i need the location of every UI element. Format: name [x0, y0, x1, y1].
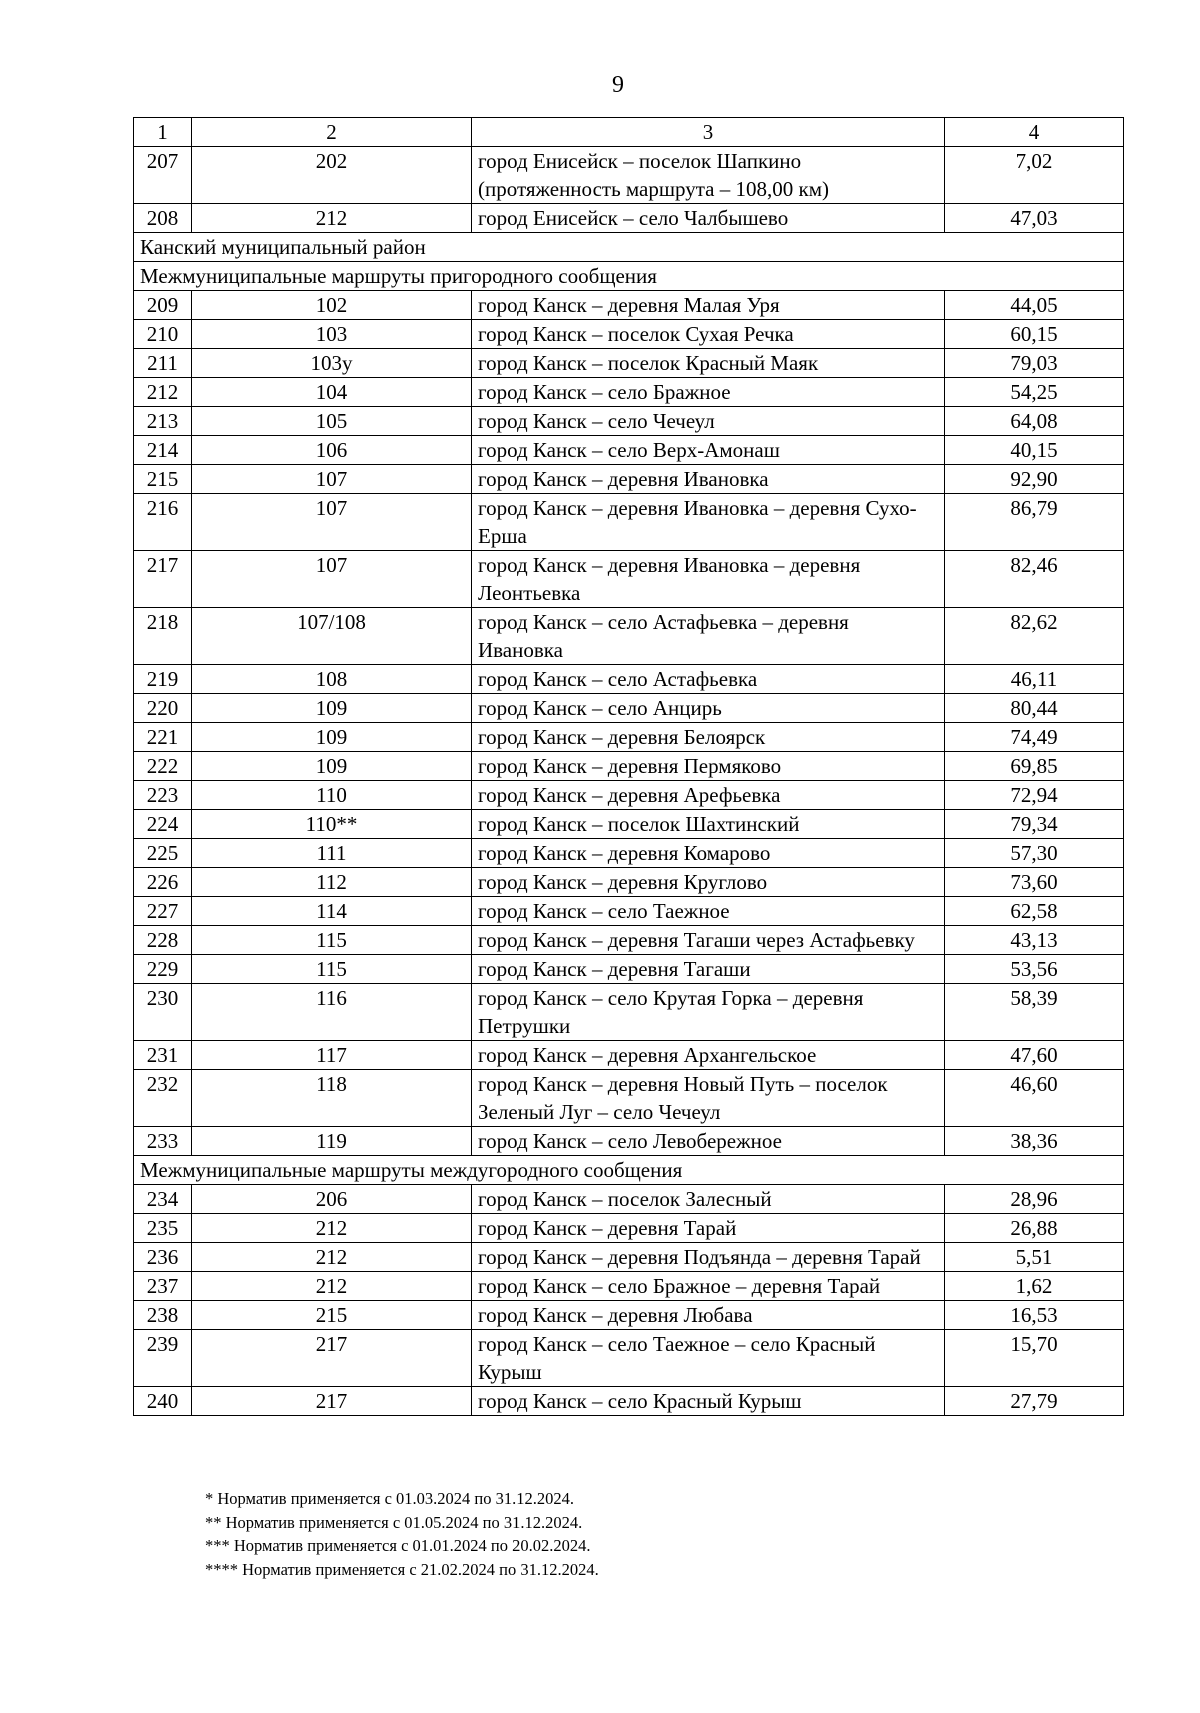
route-value-cell: 27,79	[945, 1387, 1124, 1416]
route-value-cell: 47,03	[945, 204, 1124, 233]
route-number-cell: 240	[134, 1387, 192, 1416]
route-name-cell: город Канск – село Левобережное	[472, 1127, 945, 1156]
route-code-cell: 206	[192, 1185, 472, 1214]
route-number-cell: 228	[134, 926, 192, 955]
route-name-cell: город Канск – село Бражное – деревня Тарай	[472, 1272, 945, 1301]
route-number-cell: 231	[134, 1041, 192, 1070]
route-number-cell: 223	[134, 781, 192, 810]
route-name-cell: город Канск – поселок Залесный	[472, 1185, 945, 1214]
route-name-cell: город Енисейск – поселок Шапкино (протяженность маршрута – 108,00 км)	[472, 147, 945, 204]
route-name-cell: город Канск – деревня Архангельское	[472, 1041, 945, 1070]
route-value-cell: 26,88	[945, 1214, 1124, 1243]
table-row	[134, 839, 1124, 868]
footnote: **** Норматив применяется с 21.02.2024 по 31.12.2024.	[205, 1559, 599, 1579]
route-number-cell: 226	[134, 868, 192, 897]
table-row	[134, 349, 1124, 378]
route-name-cell: город Канск – село Чечеул	[472, 407, 945, 436]
table-row	[134, 1070, 1124, 1127]
table-row	[134, 494, 1124, 551]
route-name-cell: город Канск – деревня Пермяково	[472, 752, 945, 781]
route-value-cell: 28,96	[945, 1185, 1124, 1214]
route-name-cell: город Енисейск – село Чалбышево	[472, 204, 945, 233]
route-number-cell: 214	[134, 436, 192, 465]
route-value-cell: 80,44	[945, 694, 1124, 723]
section-title: Межмуниципальные маршруты пригородного сообщения	[134, 262, 1124, 291]
table-row	[134, 984, 1124, 1041]
route-name-cell: город Канск – деревня Тагаши через Астафьевку	[472, 926, 945, 955]
footnotes	[205, 1487, 599, 1581]
table-row	[134, 781, 1124, 810]
route-value-cell: 16,53	[945, 1301, 1124, 1330]
route-value-cell: 86,79	[945, 494, 1124, 551]
route-code-cell: 202	[192, 147, 472, 204]
table-row	[134, 436, 1124, 465]
routes-table-body	[134, 118, 1124, 1416]
route-code-cell: 119	[192, 1127, 472, 1156]
table-row	[134, 465, 1124, 494]
route-code-cell: 110	[192, 781, 472, 810]
route-number-cell: 217	[134, 551, 192, 608]
route-number-cell: 210	[134, 320, 192, 349]
route-value-cell: 44,05	[945, 291, 1124, 320]
table-row	[134, 1330, 1124, 1387]
table-row	[134, 291, 1124, 320]
route-code-cell: 212	[192, 204, 472, 233]
route-name-cell: город Канск – деревня Арефьевка	[472, 781, 945, 810]
table-row	[134, 955, 1124, 984]
table-row	[134, 868, 1124, 897]
route-code-cell: 107	[192, 494, 472, 551]
route-value-cell: 62,58	[945, 897, 1124, 926]
route-code-cell: 212	[192, 1272, 472, 1301]
route-value-cell: 57,30	[945, 839, 1124, 868]
route-name-cell: город Канск – село Верх-Амонаш	[472, 436, 945, 465]
route-name-cell: город Канск – село Анцирь	[472, 694, 945, 723]
route-name-cell: город Канск – деревня Комарово	[472, 839, 945, 868]
table-row	[134, 665, 1124, 694]
route-value-cell: 1,62	[945, 1272, 1124, 1301]
route-number-cell: 225	[134, 839, 192, 868]
route-number-cell: 207	[134, 147, 192, 204]
route-number-cell: 218	[134, 608, 192, 665]
route-number-cell: 211	[134, 349, 192, 378]
route-code-cell: 109	[192, 723, 472, 752]
header-cell: 3	[472, 118, 945, 147]
route-value-cell: 15,70	[945, 1330, 1124, 1387]
table-row	[134, 752, 1124, 781]
route-code-cell: 110**	[192, 810, 472, 839]
route-number-cell: 236	[134, 1243, 192, 1272]
route-value-cell: 64,08	[945, 407, 1124, 436]
route-name-cell: город Канск – поселок Красный Маяк	[472, 349, 945, 378]
table-row	[134, 1127, 1124, 1156]
route-code-cell: 103у	[192, 349, 472, 378]
route-name-cell: город Канск – поселок Шахтинский	[472, 810, 945, 839]
route-value-cell: 79,34	[945, 810, 1124, 839]
route-code-cell: 115	[192, 955, 472, 984]
route-number-cell: 221	[134, 723, 192, 752]
table-row	[134, 723, 1124, 752]
table-row	[134, 694, 1124, 723]
route-value-cell: 79,03	[945, 349, 1124, 378]
route-number-cell: 215	[134, 465, 192, 494]
route-name-cell: город Канск – село Бражное	[472, 378, 945, 407]
route-name-cell: город Канск – поселок Сухая Речка	[472, 320, 945, 349]
route-value-cell: 46,11	[945, 665, 1124, 694]
route-value-cell: 47,60	[945, 1041, 1124, 1070]
table-row	[134, 1214, 1124, 1243]
route-name-cell: город Канск – деревня Любава	[472, 1301, 945, 1330]
route-number-cell: 239	[134, 1330, 192, 1387]
route-code-cell: 104	[192, 378, 472, 407]
route-name-cell: город Канск – деревня Новый Путь – поселок Зеленый Луг – село Чечеул	[472, 1070, 945, 1127]
route-value-cell: 5,51	[945, 1243, 1124, 1272]
route-code-cell: 107	[192, 465, 472, 494]
route-code-cell: 115	[192, 926, 472, 955]
route-number-cell: 229	[134, 955, 192, 984]
route-code-cell: 118	[192, 1070, 472, 1127]
table-row	[134, 320, 1124, 349]
route-value-cell: 92,90	[945, 465, 1124, 494]
route-value-cell: 60,15	[945, 320, 1124, 349]
route-number-cell: 224	[134, 810, 192, 839]
routes-table	[133, 117, 1124, 1416]
table-row	[134, 608, 1124, 665]
table-row	[134, 1185, 1124, 1214]
route-number-cell: 235	[134, 1214, 192, 1243]
route-number-cell: 238	[134, 1301, 192, 1330]
route-number-cell: 222	[134, 752, 192, 781]
route-name-cell: город Канск – село Таежное	[472, 897, 945, 926]
route-code-cell: 117	[192, 1041, 472, 1070]
route-value-cell: 43,13	[945, 926, 1124, 955]
section-row	[134, 1156, 1124, 1185]
route-number-cell: 208	[134, 204, 192, 233]
route-code-cell: 109	[192, 694, 472, 723]
route-value-cell: 46,60	[945, 1070, 1124, 1127]
route-name-cell: город Канск – деревня Тарай	[472, 1214, 945, 1243]
header-cell: 2	[192, 118, 472, 147]
table-row	[134, 1272, 1124, 1301]
footnote: ** Норматив применяется с 01.05.2024 по 31.12.2024.	[205, 1512, 583, 1532]
route-code-cell: 106	[192, 436, 472, 465]
route-value-cell: 73,60	[945, 868, 1124, 897]
route-value-cell: 58,39	[945, 984, 1124, 1041]
table-row	[134, 407, 1124, 436]
table-row	[134, 1041, 1124, 1070]
route-name-cell: город Канск – село Крутая Горка – деревня Петрушки	[472, 984, 945, 1041]
section-row	[134, 262, 1124, 291]
route-code-cell: 103	[192, 320, 472, 349]
route-number-cell: 232	[134, 1070, 192, 1127]
route-code-cell: 108	[192, 665, 472, 694]
route-code-cell: 107/108	[192, 608, 472, 665]
table-row	[134, 147, 1124, 204]
route-number-cell: 234	[134, 1185, 192, 1214]
route-code-cell: 215	[192, 1301, 472, 1330]
route-name-cell: город Канск – село Таежное – село Красный Курыш	[472, 1330, 945, 1387]
header-cell: 1	[134, 118, 192, 147]
route-number-cell: 213	[134, 407, 192, 436]
route-code-cell: 112	[192, 868, 472, 897]
header-cell: 4	[945, 118, 1124, 147]
route-name-cell: город Канск – деревня Ивановка – деревня Сухо-Ерша	[472, 494, 945, 551]
route-code-cell: 116	[192, 984, 472, 1041]
table-row	[134, 551, 1124, 608]
route-name-cell: город Канск – деревня Ивановка	[472, 465, 945, 494]
route-name-cell: город Канск – село Красный Курыш	[472, 1387, 945, 1416]
route-name-cell: город Канск – деревня Белоярск	[472, 723, 945, 752]
route-value-cell: 72,94	[945, 781, 1124, 810]
route-number-cell: 209	[134, 291, 192, 320]
route-name-cell: город Канск – село Астафьевка – деревня Ивановка	[472, 608, 945, 665]
route-number-cell: 216	[134, 494, 192, 551]
route-number-cell: 233	[134, 1127, 192, 1156]
table-row	[134, 1387, 1124, 1416]
route-number-cell: 212	[134, 378, 192, 407]
table-header-row	[134, 118, 1124, 147]
route-code-cell: 102	[192, 291, 472, 320]
route-value-cell: 40,15	[945, 436, 1124, 465]
route-name-cell: город Канск – деревня Круглово	[472, 868, 945, 897]
route-number-cell: 220	[134, 694, 192, 723]
route-value-cell: 82,46	[945, 551, 1124, 608]
route-value-cell: 54,25	[945, 378, 1124, 407]
route-name-cell: город Канск – село Астафьевка	[472, 665, 945, 694]
section-title: Канский муниципальный район	[134, 233, 1124, 262]
table-row	[134, 926, 1124, 955]
table-row	[134, 897, 1124, 926]
table-row	[134, 810, 1124, 839]
route-name-cell: город Канск – деревня Малая Уря	[472, 291, 945, 320]
section-row	[134, 233, 1124, 262]
route-code-cell: 107	[192, 551, 472, 608]
route-value-cell: 7,02	[945, 147, 1124, 204]
footnote: * Норматив применяется с 01.03.2024 по 31.12.2024.	[205, 1489, 574, 1508]
section-title: Межмуниципальные маршруты междугородного сообщения	[134, 1156, 1124, 1185]
route-number-cell: 227	[134, 897, 192, 926]
footnote: *** Норматив применяется с 01.01.2024 по 20.02.2024.	[205, 1536, 591, 1555]
route-number-cell: 219	[134, 665, 192, 694]
page-number: 9	[612, 72, 624, 98]
route-code-cell: 212	[192, 1243, 472, 1272]
route-code-cell: 217	[192, 1330, 472, 1387]
route-value-cell: 74,49	[945, 723, 1124, 752]
route-name-cell: город Канск – деревня Подъянда – деревня Тарай	[472, 1243, 945, 1272]
route-code-cell: 212	[192, 1214, 472, 1243]
route-name-cell: город Канск – деревня Ивановка – деревня Леонтьевка	[472, 551, 945, 608]
route-value-cell: 38,36	[945, 1127, 1124, 1156]
route-code-cell: 111	[192, 839, 472, 868]
route-code-cell: 109	[192, 752, 472, 781]
route-value-cell: 82,62	[945, 608, 1124, 665]
route-value-cell: 69,85	[945, 752, 1124, 781]
table-row	[134, 204, 1124, 233]
table-row	[134, 1243, 1124, 1272]
route-code-cell: 217	[192, 1387, 472, 1416]
route-name-cell: город Канск – деревня Тагаши	[472, 955, 945, 984]
route-value-cell: 53,56	[945, 955, 1124, 984]
route-number-cell: 230	[134, 984, 192, 1041]
table-row	[134, 1301, 1124, 1330]
route-number-cell: 237	[134, 1272, 192, 1301]
route-code-cell: 114	[192, 897, 472, 926]
route-code-cell: 105	[192, 407, 472, 436]
table-row	[134, 378, 1124, 407]
